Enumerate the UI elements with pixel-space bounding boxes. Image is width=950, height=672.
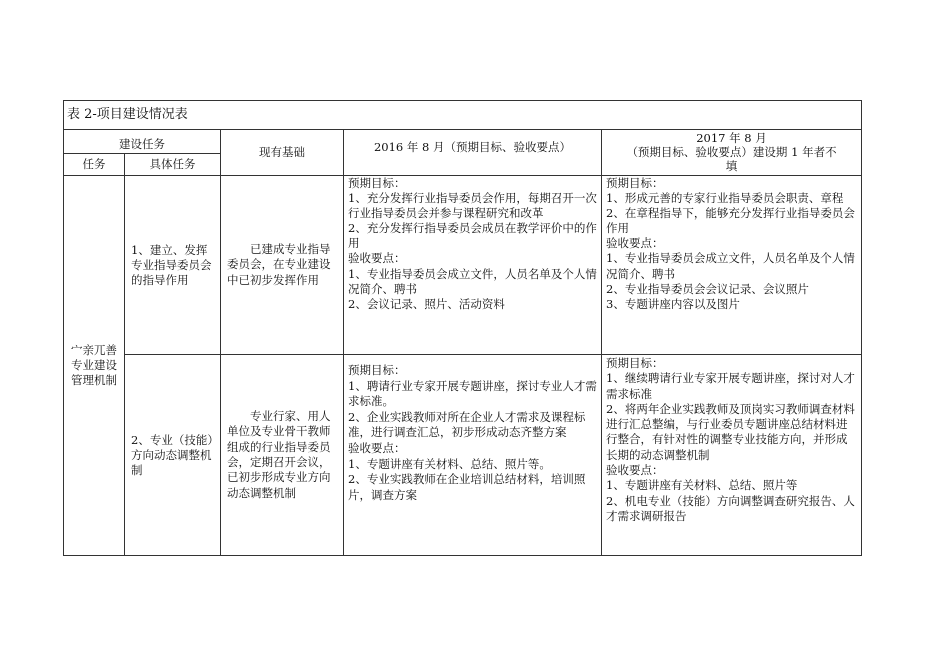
goals-2016-cell <box>344 176 602 355</box>
goal-line: 1、聘请行业专家开展专题讲座，探讨专业人才需求标准。 <box>348 378 597 409</box>
table-title: 表 2-项目建设情况表 <box>64 101 862 130</box>
goal-line: 1、形成元善的专家行业指导委员会职责、章程 <box>606 191 844 206</box>
goal-line: 1、充分发挥行业指导委员会作用，每期召开一次行业指导委员会并参与课程研究和改革 <box>348 191 597 221</box>
goal-line: 1、专业指导委员会成立文件，人员名单及个人情况简介、聘书 <box>348 266 597 296</box>
goal-line: 3、专题讲座内容以及图片 <box>606 296 740 311</box>
specific-task-cell: 1、建立、发挥专业指导委员会的指导作用 <box>125 176 221 355</box>
header-2016: 2016 年 8 月（预期目标、验收要点） <box>344 130 602 176</box>
existing-basis-cell: 已建成专业指导委员会，在专业建设中已初步发挥作用 <box>221 176 344 355</box>
table-row <box>64 176 862 355</box>
goal-line: 预期目标： <box>606 176 664 190</box>
goal-line: 2、机电专业（技能）方向调整调查研究报告、人才需求调研报告 <box>606 493 855 523</box>
goal-line: 1、专题讲座有关材料、总结、照片等 <box>606 478 798 493</box>
goal-line: 2、专业指导委员会会议记录、会议照片 <box>606 281 809 296</box>
goal-line: 2、将两年企业实践教师及顶岗实习教师调查材料进行汇总整编，与行业委员专题讲座总结材料进行整合，有针对性的调整专业技能方向，并形成长期的动态调整机制 <box>606 401 855 462</box>
goal-line: 2、在章程指导下，能够充分发挥行业指导委员会作用 <box>606 206 855 236</box>
goal-line: 验收要点： <box>606 236 664 251</box>
goal-line: 验收要点： <box>348 440 406 455</box>
goal-line: 预期目标： <box>348 176 406 190</box>
header-2017-line3: 填 <box>725 159 738 173</box>
goal-line: 预期目标： <box>606 356 664 370</box>
task-name-cell: 宀亲兀善专业建设管理机制 <box>64 176 125 556</box>
goal-line: 2、会议记录、照片、活动资料 <box>348 296 505 311</box>
header-specific-task: 具体任务 <box>125 154 221 176</box>
specific-task-cell: 2、专业（技能）方向动态调整机制 <box>125 355 221 556</box>
goal-line: 预期目标： <box>348 363 406 377</box>
header-existing-basis: 现有基础 <box>221 130 344 176</box>
project-construction-table <box>63 100 862 556</box>
header-task: 任务 <box>64 154 125 176</box>
goal-line: 2、企业实践教师对所在企业人才需求及课程标准，进行调查汇总，初步形成动态齐整方案 <box>348 409 586 440</box>
header-construction-task: 建设任务 <box>64 130 221 154</box>
project-construction-table-sheet <box>63 100 861 556</box>
goal-line: 1、专业指导委员会成立文件，人员名单及个人情况简介、聘书 <box>606 251 855 281</box>
goals-2017-cell <box>602 355 862 556</box>
goal-line: 2、充分发挥行指导委员会成员在教学评价中的作用 <box>348 221 597 251</box>
existing-basis-cell: 专业行家、用人单位及专业骨干教师组成的行业指导委员会，定期召开会议，已初步形成专业方向动态调整机制 <box>221 355 344 556</box>
header-2017 <box>602 130 862 176</box>
header-2017-line2: （预期目标、验收要点）建设期 1 年者不 <box>626 145 837 159</box>
goals-2017-cell <box>602 176 862 355</box>
goal-line: 1、继续聘请行业专家开展专题讲座，探讨对人才需求标准 <box>606 371 855 401</box>
goal-line: 验收要点： <box>348 251 406 266</box>
header-2017-line1: 2017 年 8 月 <box>696 131 767 145</box>
goal-line: 2、专业实践教师在企业培训总结材料，培训照片，调查方案 <box>348 472 586 502</box>
table-row <box>64 355 862 556</box>
goals-2016-cell <box>344 355 602 556</box>
goal-line: 验收要点： <box>606 463 664 478</box>
goal-line: 1、专题讲座有关材料、总结、照片等。 <box>348 456 551 471</box>
